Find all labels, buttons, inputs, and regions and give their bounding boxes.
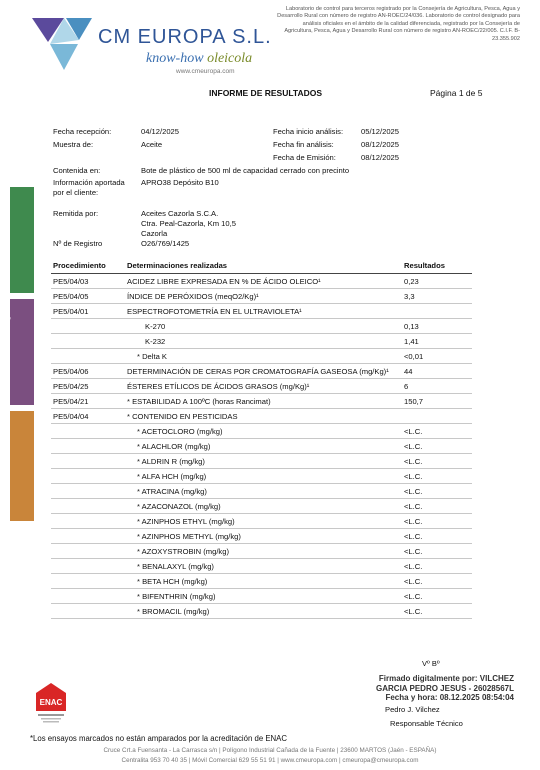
- table-row: [51, 364, 472, 379]
- result-cell: <L.C.: [402, 439, 472, 454]
- enac-logo: [34, 681, 68, 725]
- result-cell: [402, 304, 472, 319]
- determination-cell: ACIDEZ LIBRE EXPRESADA EN % DE ÁCIDO OLEICO¹: [125, 274, 402, 289]
- result-cell: <L.C.: [402, 454, 472, 469]
- result-cell: 44: [402, 364, 472, 379]
- container-value: Bote de plástico de 500 ml de capacidad cerrado con precinto: [141, 166, 350, 175]
- reception-value: 04/12/2025: [141, 127, 180, 136]
- page-number: Página 1 de 5: [430, 88, 483, 98]
- procedure-cell: [51, 319, 125, 334]
- determination-cell: ESPECTROFOTOMETRÍA EN EL ULTRAVIOLETA¹: [125, 304, 402, 319]
- procedure-cell: [51, 469, 125, 484]
- side-band-laboratorios: [2, 176, 34, 293]
- result-cell: [402, 409, 472, 424]
- table-row: [51, 529, 472, 544]
- determination-cell: * AZOXYSTROBIN (mg/kg): [125, 544, 402, 559]
- determination-cell: ÉSTERES ETÍLICOS DE ÁCIDOS GRASOS (mg/Kg)¹: [125, 379, 402, 394]
- start-label: Fecha inicio análisis:: [273, 127, 344, 136]
- table-row: [51, 394, 472, 409]
- accreditation-footnote: *Los ensayos marcados no están amparados por la acreditación de ENAC: [30, 734, 288, 743]
- table-row: [51, 319, 472, 334]
- enac-seal-icon: [34, 681, 68, 725]
- procedure-cell: [51, 544, 125, 559]
- approval-mark: Vº Bº: [422, 659, 440, 668]
- procedure-cell: PE5/04/03: [51, 274, 125, 289]
- start-value: 05/12/2025: [361, 127, 400, 136]
- side-band-formacion: [2, 410, 34, 521]
- table-row: [51, 439, 472, 454]
- digital-signature: [346, 674, 514, 703]
- result-cell: 150,7: [402, 394, 472, 409]
- determination-cell: * AZACONAZOL (mg/kg): [125, 499, 402, 514]
- registry-label: Nº de Registro: [53, 239, 103, 248]
- sender-line: Cazorla: [141, 229, 168, 238]
- determination-cell: K-232: [125, 334, 402, 349]
- sample-value: Aceite: [141, 140, 163, 149]
- table-row: [51, 349, 472, 364]
- address-line: Centralita 953 70 40 35 | Móvil Comercial 629 55 51 91 | www.cmeuropa.com | cmeuropa@cmeuropa.com: [121, 757, 419, 764]
- result-cell: <L.C.: [402, 529, 472, 544]
- address-line: Cruce Crt.a Fuensanta - La Carrasca s/n | Polígono Industrial Cañada de la Fuente | 23600 MARTOS (Jaén - ESPAÑA): [103, 747, 437, 754]
- table-row: [51, 544, 472, 559]
- result-cell: <L.C.: [402, 424, 472, 439]
- signature-line: Fecha y hora: 08.12.2025 08:54:04: [385, 693, 514, 702]
- procedure-cell: PE5/04/25: [51, 379, 125, 394]
- table-row: [51, 574, 472, 589]
- tagline-part1: know-how: [146, 51, 204, 66]
- table-row: [51, 559, 472, 574]
- tagline-part2: oleicola: [207, 51, 253, 66]
- procedure-cell: [51, 559, 125, 574]
- result-cell: 0,13: [402, 319, 472, 334]
- result-cell: <L.C.: [402, 514, 472, 529]
- procedure-cell: PE5/04/01: [51, 304, 125, 319]
- table-row: [51, 334, 472, 349]
- table-row: [51, 499, 472, 514]
- col-header-procedure: Procedimiento: [51, 258, 125, 274]
- table-row: [51, 424, 472, 439]
- determination-cell: DETERMINACIÓN DE CERAS POR CROMATOGRAFÍA GASEOSA (mg/Kg)¹: [125, 364, 402, 379]
- determination-cell: * BIFENTHRIN (mg/kg): [125, 589, 402, 604]
- brand-name: CM EUROPA S.L.: [98, 26, 272, 48]
- results-table: [51, 258, 472, 619]
- determination-cell: ÍNDICE DE PERÓXIDOS (meqO2/Kg)¹: [125, 289, 402, 304]
- procedure-cell: PE5/04/05: [51, 289, 125, 304]
- brand-website: www.cmeuropa.com: [176, 68, 235, 75]
- signer-role: Responsable Técnico: [390, 719, 463, 728]
- result-cell: <L.C.: [402, 484, 472, 499]
- determination-cell: * ESTABILIDAD A 100ºC (horas Rancimat): [125, 394, 402, 409]
- table-row: [51, 304, 472, 319]
- container-label: Contenida en:: [53, 166, 101, 175]
- result-cell: 3,3: [402, 289, 472, 304]
- procedure-cell: [51, 589, 125, 604]
- brand-tagline: [146, 51, 252, 67]
- procedure-cell: [51, 484, 125, 499]
- table-row: [51, 469, 472, 484]
- band-sub: Formación: [3, 410, 11, 442]
- determination-cell: * BROMACIL (mg/kg): [125, 604, 402, 619]
- determination-cell: * ALACHLOR (mg/kg): [125, 439, 402, 454]
- end-value: 08/12/2025: [361, 140, 400, 149]
- determination-cell: * BENALAXYL (mg/kg): [125, 559, 402, 574]
- logo-triangles-icon: [30, 12, 100, 74]
- result-cell: 0,23: [402, 274, 472, 289]
- signer-name: Pedro J. Vilchez: [385, 705, 440, 714]
- determination-cell: * CONTENIDO EN PESTICIDAS: [125, 409, 402, 424]
- result-cell: <L.C.: [402, 589, 472, 604]
- determination-cell: * ALDRIN R (mg/kg): [125, 454, 402, 469]
- table-row: [51, 454, 472, 469]
- table-header-row: [51, 258, 472, 274]
- client-info-label: Información aportada por el cliente:: [53, 178, 125, 197]
- determination-cell: * ALFA HCH (mg/kg): [125, 469, 402, 484]
- table-row: [51, 409, 472, 424]
- result-cell: <L.C.: [402, 574, 472, 589]
- procedure-cell: [51, 424, 125, 439]
- result-cell: <L.C.: [402, 544, 472, 559]
- table-row: [51, 379, 472, 394]
- result-cell: 1,41: [402, 334, 472, 349]
- sender-line: Ctra. Peal-Cazorla, Km 10,5: [141, 219, 236, 228]
- result-cell: <L.C.: [402, 604, 472, 619]
- procedure-cell: [51, 439, 125, 454]
- report-title: INFORME DE RESULTADOS: [209, 88, 323, 98]
- table-row: [51, 589, 472, 604]
- procedure-cell: PE5/04/04: [51, 409, 125, 424]
- band-sub: Laboratorios: [3, 176, 11, 214]
- table-row: [51, 484, 472, 499]
- procedure-cell: [51, 349, 125, 364]
- procedure-cell: [51, 574, 125, 589]
- lab-registration-note: Laboratorio de control para terceros registrado por la Consejería de Agricultura, Pesca, Agua y Desarrollo Rural con número de registro AN-ROEC/24/036. Laboratorio de control designado para análisis oficiales en el ámbito de la calidad diferenciada, registrado por la Consejería de Agricultura, Pesca, Agua y Desarrollo Rural con número de registro AN-ROEC/22/005. C.I.F. B-23.355.902: [277, 6, 520, 42]
- determination-cell: * BETA HCH (mg/kg): [125, 574, 402, 589]
- table-row: [51, 289, 472, 304]
- side-band-ingenieros: [2, 295, 34, 405]
- table-row: [51, 604, 472, 619]
- registry-value: O26/769/1425: [141, 239, 190, 248]
- issue-value: 08/12/2025: [361, 153, 400, 162]
- band-name: CM EUROPA S.L.: [2, 215, 11, 287]
- procedure-cell: [51, 604, 125, 619]
- procedure-cell: PE5/04/21: [51, 394, 125, 409]
- table-row: [51, 514, 472, 529]
- determination-cell: * AZINPHOS METHYL (mg/kg): [125, 529, 402, 544]
- procedure-cell: [51, 514, 125, 529]
- result-cell: <L.C.: [402, 559, 472, 574]
- sample-label: Muestra de:: [53, 140, 94, 149]
- determination-cell: * AZINPHOS ETHYL (mg/kg): [125, 514, 402, 529]
- band-name: CM EUROPA S.L.: [2, 327, 11, 399]
- result-cell: 6: [402, 379, 472, 394]
- determination-cell: * ATRACINA (mg/kg): [125, 484, 402, 499]
- procedure-cell: [51, 334, 125, 349]
- issue-label: Fecha de Emisión:: [273, 153, 336, 162]
- procedure-cell: PE5/04/06: [51, 364, 125, 379]
- company-address: [0, 746, 540, 766]
- table-row: [51, 274, 472, 289]
- sender-address: [141, 209, 236, 239]
- client-info-value: APRO38 Depósito B10: [141, 178, 219, 187]
- determination-cell: K-270: [125, 319, 402, 334]
- signature-line: Firmado digitalmente por: VILCHEZ: [378, 674, 514, 683]
- sender-line: Aceites Cazorla S.C.A.: [141, 209, 219, 218]
- band-name: CM EUROPA S.L.: [2, 443, 11, 515]
- col-header-determination: Determinaciones realizadas: [125, 258, 402, 274]
- result-cell: <L.C.: [402, 469, 472, 484]
- determination-cell: * ACETOCLORO (mg/kg): [125, 424, 402, 439]
- result-cell: <0,01: [402, 349, 472, 364]
- signature-line: GARCIA PEDRO JESUS - 26028567L: [376, 683, 514, 693]
- procedure-cell: [51, 454, 125, 469]
- col-header-result: Resultados: [402, 258, 472, 274]
- procedure-cell: [51, 529, 125, 544]
- result-cell: <L.C.: [402, 499, 472, 514]
- determination-cell: * Delta K: [125, 349, 402, 364]
- sender-label: Remitida por:: [53, 209, 99, 218]
- procedure-cell: [51, 499, 125, 514]
- end-label: Fecha fin análisis:: [273, 140, 334, 149]
- band-sub: Ingenieros: [3, 295, 11, 326]
- svg-text:ENAC: ENAC: [39, 698, 63, 707]
- reception-label: Fecha recepción:: [53, 127, 112, 136]
